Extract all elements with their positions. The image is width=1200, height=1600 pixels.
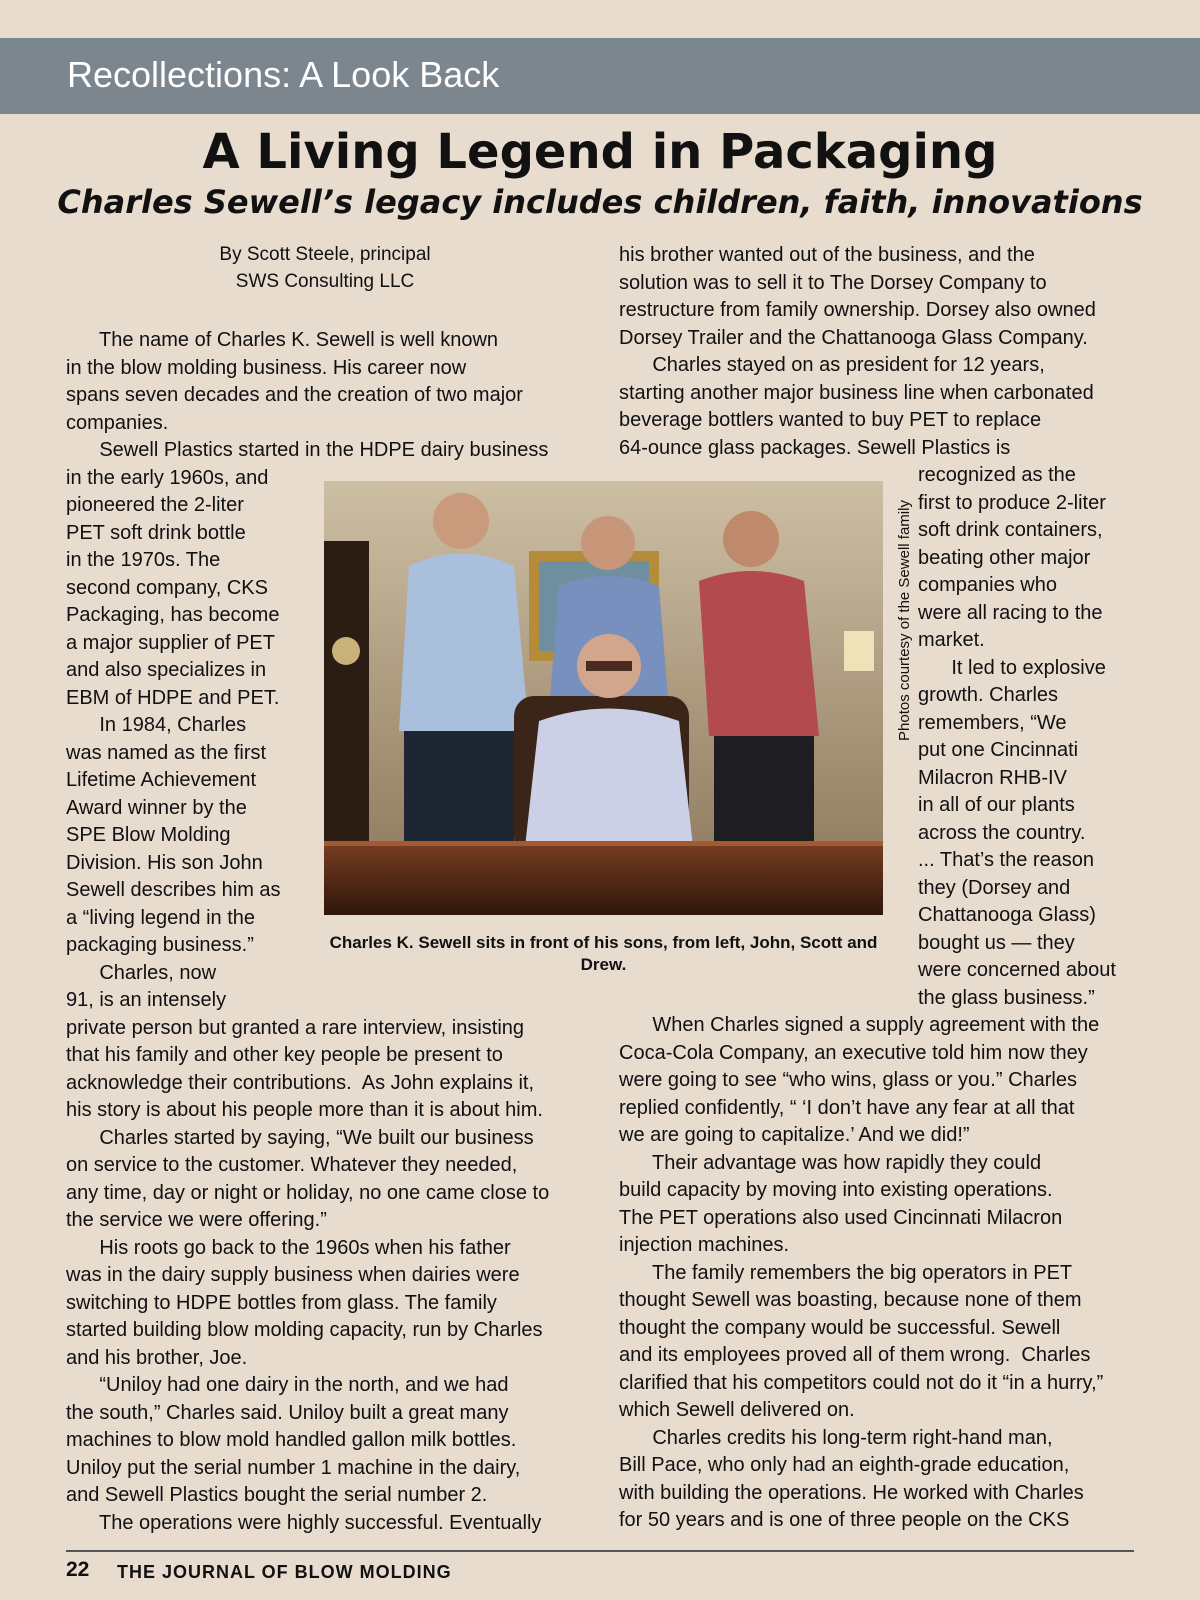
right-column-line: we are going to capitalize.’ And we did!” — [619, 1124, 970, 1146]
right-column-line: with building the operations. He worked with Charles — [619, 1481, 1084, 1504]
right-column-line: were all racing to the — [918, 601, 1103, 624]
right-column-line: starting another major business line when carbonated — [619, 381, 1094, 404]
left-column-line: machines to blow mold handled gallon milk bottles. — [66, 1429, 517, 1451]
left-column-line: Charles, now — [66, 961, 217, 984]
left-column-line: in the 1970s. The — [66, 549, 221, 571]
right-column-line: restructure from family ownership. Dorsey also owned — [619, 299, 1096, 321]
left-column-line: second company, CKS — [66, 576, 268, 599]
left-column-line: Uniloy put the serial number 1 machine in the dairy, — [66, 1456, 521, 1479]
right-column-line: Their advantage was how rapidly they could — [619, 1151, 1042, 1174]
right-column-line: growth. Charles — [918, 684, 1059, 706]
left-column-line: companies. — [66, 411, 169, 434]
left-column-line: the service we were offering.” — [66, 1209, 327, 1231]
right-column-line: remembers, “We — [918, 711, 1067, 734]
right-column-line: Dorsey Trailer and the Chattanooga Glass Company. — [619, 326, 1088, 349]
right-column-line: When Charles signed a supply agreement with the — [619, 1014, 1100, 1036]
right-column-line: injection machines. — [619, 1234, 790, 1256]
right-column-line: Milacron RHB-IV — [918, 766, 1067, 789]
left-column-line: “Uniloy had one dairy in the north, and we had — [66, 1374, 509, 1396]
left-column-line: switching to HDPE bottles from glass. The family — [66, 1291, 497, 1314]
right-column-line: his brother wanted out of the business, and the — [619, 244, 1035, 266]
subheadline: Charles Sewell’s legacy includes children, faith, innovations — [57, 183, 1143, 221]
right-column-line: The family remembers the big operators in PET — [619, 1261, 1073, 1284]
left-column-line: spans seven decades and the creation of two major — [66, 384, 523, 406]
right-column-line: they (Dorsey and — [918, 876, 1071, 899]
left-column-line: In 1984, Charles — [66, 714, 247, 736]
left-column-line: His roots go back to the 1960s when his father — [66, 1236, 511, 1259]
left-column-line: his story is about his people more than it is about him. — [66, 1099, 543, 1121]
journal-title: THE JOURNAL OF BLOW MOLDING — [117, 1562, 452, 1582]
byline-company: SWS Consulting LLC — [235, 271, 415, 292]
left-column-line: PET soft drink bottle — [66, 521, 246, 544]
right-column-line: in all of our plants — [918, 794, 1075, 816]
left-column-line: and Sewell Plastics bought the serial number 2. — [66, 1484, 488, 1506]
left-column-line: on service to the customer. Whatever they needed, — [66, 1154, 518, 1176]
left-column-line: any time, day or night or holiday, no one came close to — [66, 1181, 550, 1204]
photo-caption: Charles K. Sewell sits in front of his sons, from left, John, Scott and Drew. — [329, 933, 878, 974]
left-column-line: The operations were highly successful. Eventually — [66, 1511, 542, 1534]
right-column-line: were going to see “who wins, glass or you.” Charles — [619, 1069, 1077, 1091]
left-column-line: 91, is an intensely — [66, 989, 227, 1011]
right-column-line: Chattanooga Glass) — [918, 904, 1096, 926]
right-column-line: soft drink containers, — [918, 519, 1103, 541]
right-column-line: recognized as the — [918, 464, 1076, 486]
byline-author: By Scott Steele, principal — [219, 244, 431, 265]
right-column-line: across the country. — [918, 821, 1086, 844]
right-column-line: build capacity by moving into existing operations. — [619, 1179, 1053, 1201]
left-column-line: the south,” Charles said. Uniloy built a great many — [66, 1401, 509, 1424]
right-column-line: ... That’s the reason — [918, 849, 1095, 871]
left-column-line: Sewell Plastics started in the HDPE dairy business — [66, 439, 549, 461]
family-photo — [324, 481, 883, 915]
right-column-line: Charles stayed on as president for 12 years, — [619, 354, 1045, 376]
right-column-line: beating other major — [918, 546, 1091, 569]
left-column-line: pioneered the 2-liter — [66, 494, 244, 516]
right-column-line: the glass business.” — [918, 986, 1095, 1009]
right-column-line: Charles credits his long-term right-hand man, — [619, 1426, 1053, 1449]
right-column-line: were concerned about — [918, 959, 1116, 981]
right-column-line: thought the company would be successful. Sewell — [619, 1316, 1061, 1339]
right-column-line: The PET operations also used Cincinnati Milacron — [619, 1206, 1063, 1229]
left-column-line: that his family and other key people be present to — [66, 1044, 503, 1066]
right-column-line: Coca-Cola Company, an executive told him now they — [619, 1041, 1088, 1064]
left-column-line: in the blow molding business. His career now — [66, 356, 467, 379]
right-column-line: first to produce 2-liter — [918, 491, 1106, 514]
left-column-line: a “living legend in the — [66, 906, 256, 929]
left-column-line: SPE Blow Molding — [66, 824, 231, 846]
left-column-line: and his brother, Joe. — [66, 1346, 248, 1369]
right-column-line: and its employees proved all of them wrong. Charles — [619, 1344, 1091, 1366]
left-column-line: Charles started by saying, “We built our business — [66, 1126, 534, 1149]
left-column-line: in the early 1960s, and — [66, 466, 269, 489]
left-column-line: started building blow molding capacity, run by Charles — [66, 1319, 543, 1341]
right-column-line: companies who — [918, 574, 1057, 596]
right-column-line: beverage bottlers wanted to buy PET to replace — [619, 409, 1042, 431]
left-column-line: The name of Charles K. Sewell is well known — [66, 329, 499, 351]
left-column-line: acknowledge their contributions. As John explains it, — [66, 1071, 535, 1094]
section-header-bar — [0, 38, 1200, 114]
page-number: 22 — [66, 1558, 90, 1581]
right-column-line: bought us — they — [918, 931, 1075, 954]
left-column-line: and also specializes in — [66, 659, 267, 681]
right-column-line: put one Cincinnati — [918, 739, 1079, 761]
left-column-line: Award winner by the — [66, 796, 247, 819]
right-column-line: replied confidently, “ ‘I don’t have any fear at all that — [619, 1096, 1075, 1119]
right-column-line: It led to explosive — [918, 656, 1106, 679]
left-column-line: was in the dairy supply business when dairies were — [66, 1264, 520, 1286]
right-column-line: for 50 years and is one of three people on the CKS — [619, 1509, 1070, 1531]
right-column-line: solution was to sell it to The Dorsey Company to — [619, 271, 1047, 294]
right-column-line: market. — [918, 629, 985, 651]
left-column-line: Division. His son John — [66, 851, 263, 874]
left-column-line: Packaging, has become — [66, 604, 280, 626]
section-title: Recollections: A Look Back — [67, 54, 500, 95]
headline: A Living Legend in Packaging — [202, 124, 998, 180]
left-column-line: Lifetime Achievement — [66, 769, 257, 791]
right-column-line: 64-ounce glass packages. Sewell Plastics is — [619, 436, 1011, 459]
footer-rule — [66, 1550, 1134, 1552]
left-column-line: Sewell describes him as — [66, 879, 281, 901]
left-column-line: packaging business.” — [66, 934, 254, 956]
left-column-line: a major supplier of PET — [66, 631, 275, 654]
right-column-line: which Sewell delivered on. — [619, 1399, 855, 1421]
left-column-line: EBM of HDPE and PET. — [66, 686, 280, 709]
left-column-line: private person but granted a rare interview, insisting — [66, 1016, 525, 1039]
right-column-line: thought Sewell was boasting, because none of them — [619, 1289, 1082, 1311]
right-column-line: clarified that his competitors could not do it “in a hurry,” — [619, 1371, 1104, 1394]
left-column-line: was named as the first — [66, 741, 267, 764]
photo-credit: Photos courtesy of the Sewell family — [896, 500, 913, 741]
right-column-line: Bill Pace, who only had an eighth-grade education, — [619, 1454, 1070, 1476]
